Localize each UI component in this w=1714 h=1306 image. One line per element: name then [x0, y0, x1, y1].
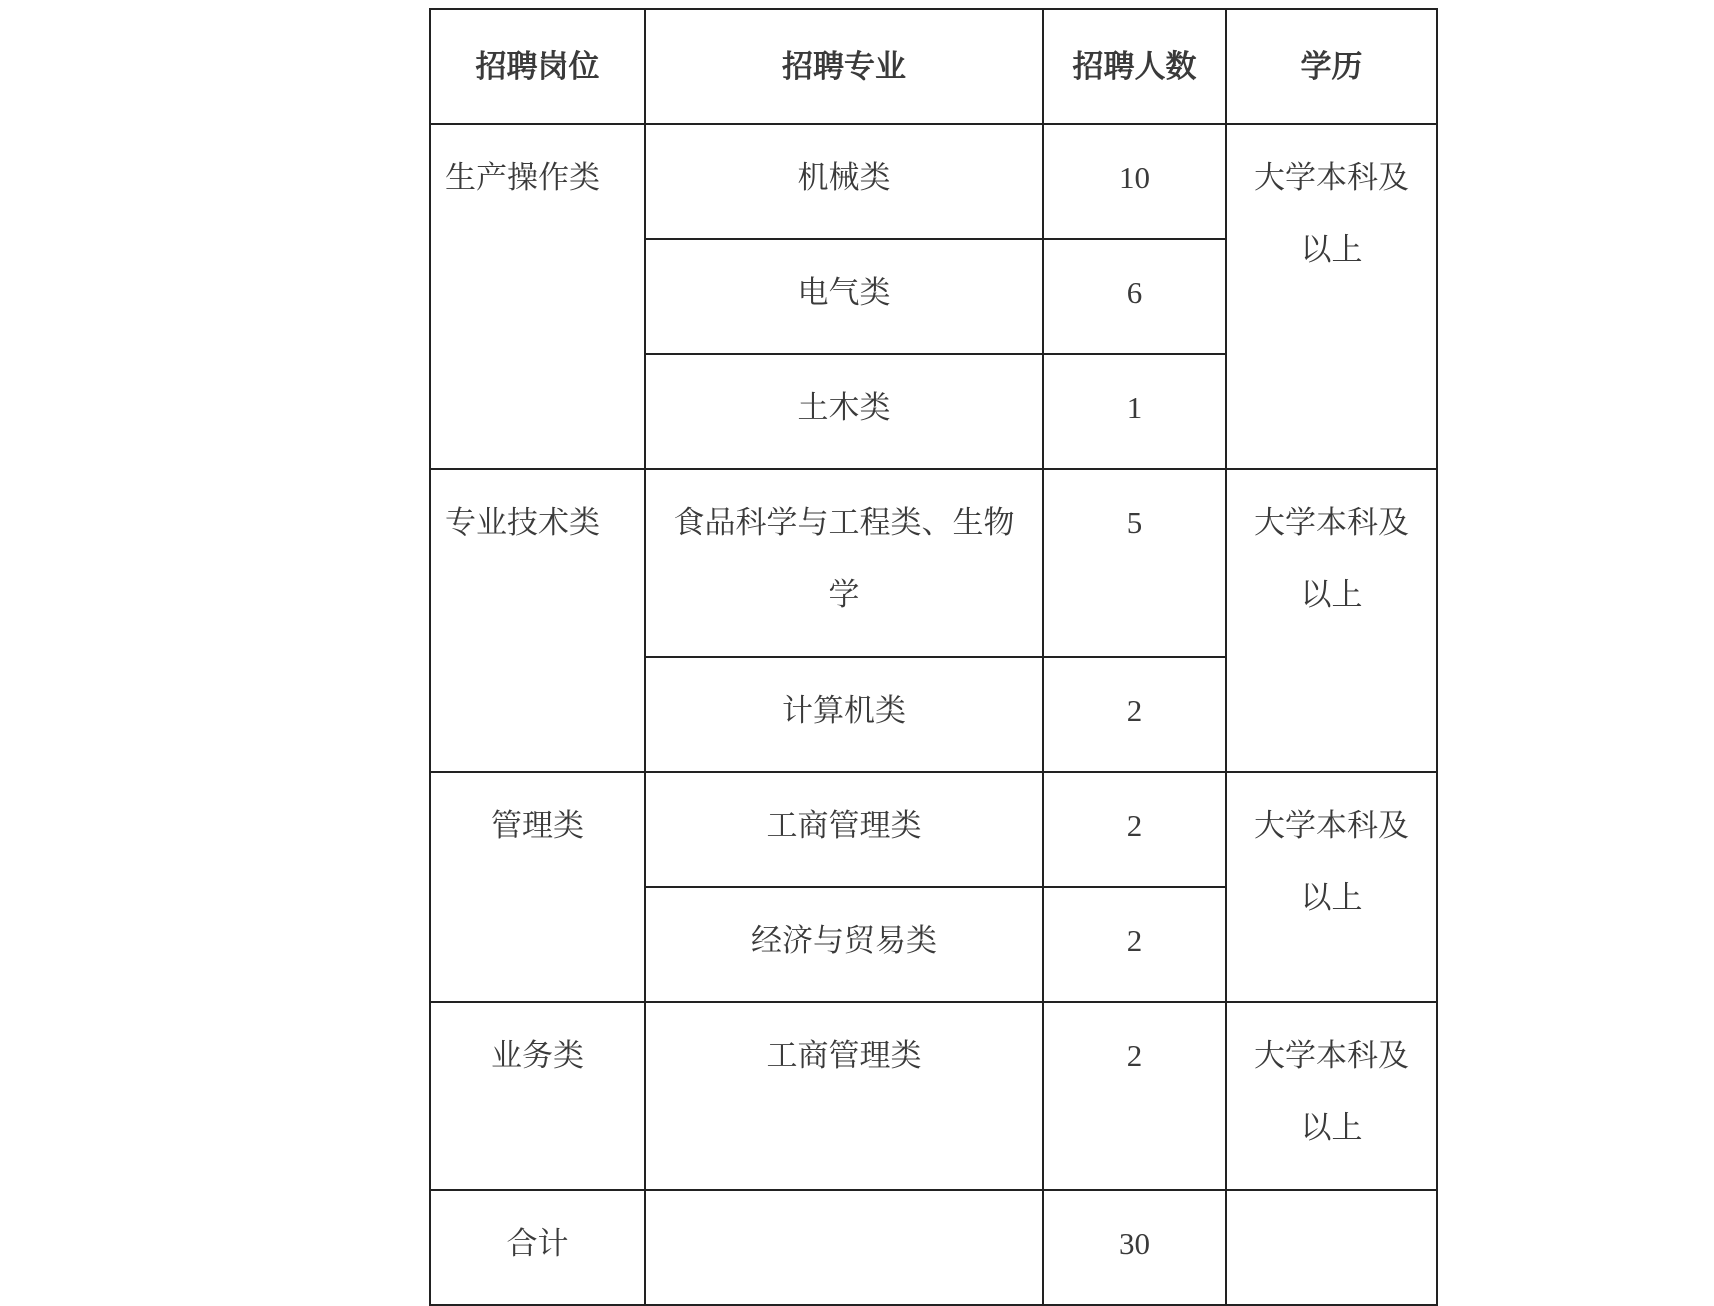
education-cell — [1226, 469, 1437, 772]
major-cell: 机械类 — [645, 124, 1043, 239]
major-cell: 工商管理类 — [645, 1002, 1043, 1190]
header-education: 学历 — [1226, 9, 1437, 124]
position-text: 生产操作类 — [445, 160, 600, 196]
total-label: 合计 — [430, 1190, 645, 1305]
count-cell: 2 — [1043, 887, 1226, 1002]
count-cell: 2 — [1043, 1002, 1226, 1190]
count-cell: 5 — [1043, 469, 1226, 657]
education-text: 大学本科及以上 — [1254, 1038, 1409, 1146]
position-cell — [430, 1002, 645, 1190]
header-major: 招聘专业 — [645, 9, 1043, 124]
education-text: 大学本科及以上 — [1254, 505, 1409, 613]
count-cell: 1 — [1043, 354, 1226, 469]
count-cell: 2 — [1043, 657, 1226, 772]
major-cell: 计算机类 — [645, 657, 1043, 772]
recruitment-table — [429, 8, 1438, 1306]
education-cell — [1226, 772, 1437, 1002]
header-count: 招聘人数 — [1043, 9, 1226, 124]
education-text: 大学本科及以上 — [1254, 160, 1409, 268]
total-row — [430, 1190, 1437, 1305]
table-row — [430, 772, 1437, 887]
position-text: 管理类 — [491, 808, 584, 844]
header-row — [430, 9, 1437, 124]
position-text: 专业技术类 — [445, 505, 600, 541]
major-cell — [645, 469, 1043, 657]
education-cell — [1226, 1002, 1437, 1190]
header-position: 招聘岗位 — [430, 9, 645, 124]
major-cell: 工商管理类 — [645, 772, 1043, 887]
education-text: 大学本科及以上 — [1254, 808, 1409, 916]
count-cell: 10 — [1043, 124, 1226, 239]
position-cell — [430, 469, 645, 772]
table-row — [430, 124, 1437, 239]
total-count: 30 — [1043, 1190, 1226, 1305]
table-row — [430, 469, 1437, 657]
major-text: 食品科学与工程类、生物学 — [673, 505, 1015, 613]
position-cell — [430, 124, 645, 469]
major-cell: 土木类 — [645, 354, 1043, 469]
major-cell: 电气类 — [645, 239, 1043, 354]
table-row — [430, 1002, 1437, 1190]
total-major — [645, 1190, 1043, 1305]
major-cell: 经济与贸易类 — [645, 887, 1043, 1002]
count-cell: 6 — [1043, 239, 1226, 354]
position-cell — [430, 772, 645, 1002]
total-education — [1226, 1190, 1437, 1305]
count-cell: 2 — [1043, 772, 1226, 887]
position-text: 业务类 — [491, 1038, 584, 1074]
education-cell — [1226, 124, 1437, 469]
